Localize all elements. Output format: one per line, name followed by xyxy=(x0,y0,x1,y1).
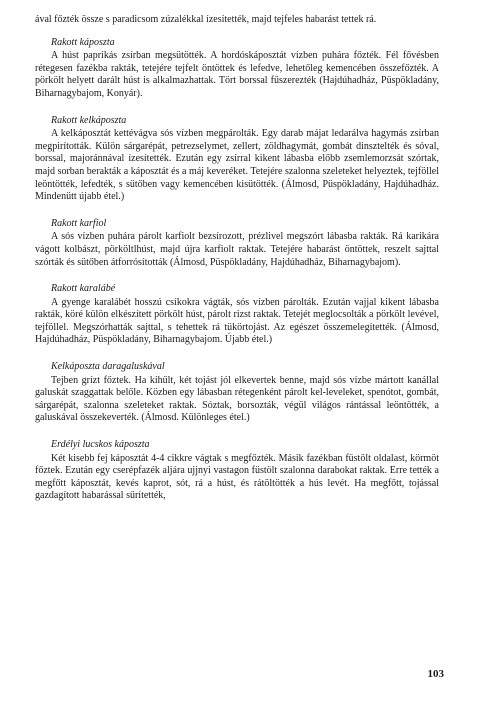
recipe-title-rakott-karalabe: Rakott karalábé xyxy=(51,283,116,295)
recipe-text-rakott-kaposzta: A húst paprikás zsírban megsütötték. A hordóskáposztát vízben puhára főzték. Fél fővésben rétegesen fazékba rakták, tetejére tejfelt öntöttek és lefedve, lehetőleg kemencében összefőzték. A pörkölt helyett darált húst is alkalmazhattak. Tört borssal fűszerezték (Hajdúhadház, Püspökladány, Biharnagybajom, Konyár). xyxy=(35,50,439,99)
recipe-title-kelkaposzta-daragaluskaval: Kelkáposzta daragaluskával xyxy=(51,361,165,373)
recipe-title-rakott-kaposzta: Rakott káposzta xyxy=(51,36,115,48)
page-content xyxy=(35,14,439,503)
recipe-text-rakott-karfiol: A sós vízben puhára párolt karfiolt bezsírozott, prézlivel megszórt lábasba rakták. Rá karikára vágott kolbászt, pörköltlhúst, majd újra karfiolt raktak. Tetejére habarást öntöttek, reszelt sajttal szórták és sütőben átforrósították (Álmosd, Püspökladány, Hajdúhadház, Biharnagybajom). xyxy=(35,231,439,268)
recipe-text-rakott-kelkaposzta: A kelkáposztát kettévágva sós vízben megpárolták. Egy darab májat ledarálva hagymás zsírban megpirították. Külön sárgarépát, petrezselymet, zellert, zöldhagymát, gombát dinsztelték és sóval, borssal, majoránnával ízesítették. Ezután egy zsírral kikent lábasba előbb zsemlemorzsát szórtak, majd sorban berakták a káposztát és a máj keveréket. Tetejére szalonna szeleteket helyeztek, tejföllel leöntötték, lefedték, s sütőben vagy kemencében kisütötték. (Álmosd, Püspökladány, Hajdúhadház. Mindenütt újabb étel.) xyxy=(35,128,439,203)
recipe-title-rakott-karfiol: Rakott karfiol xyxy=(51,217,107,229)
recipe-title-rakott-kelkaposzta: Rakott kelkáposzta xyxy=(51,114,127,126)
recipe-title-erdelyi-lucskos-kaposzta: Erdélyi lucskos káposzta xyxy=(51,439,150,451)
intro-paragraph: ával főzték össze s paradicsom zúzalékkal ízesítették, majd tejfeles habarást tettek rá. xyxy=(35,14,377,25)
page-number: 103 xyxy=(427,668,444,680)
recipe-text-rakott-karalabe: A gyenge karalábét hosszú csíkokra vágták, sós vízben párolták. Ezután vajjal kikent lábasba rakták, köré külön elkészített pörkölt húst, párolt rizst raktak. Tetejét meglocsolták a pörkölt levével, tejföllel. Megszórhatták sajttal, s tehettek rá tükörtojást. Az egészet összemelegítették. (Álmosd, Hajdúhadház, Püspökladány, Biharnagybajom. Újabb étel.) xyxy=(35,296,439,346)
recipe-text-kelkaposzta-daragaluskaval: Tejben grízt főztek. Ha kihűlt, két tojást jól elkevertek benne, majd sós vízbe mártott kanállal galuskát szaggattak belőle. Közben egy lábasban rétegenként párolt kel-leveleket, spenótot, gombát, sárgarépát, szalonna szeleteket raktak. Sóztak, borsozták, végül világos rántással leöntötték, a galuskával összekeverték. (Álmosd. Különleges étel.) xyxy=(35,374,439,424)
recipe-text-erdelyi-lucskos-kaposzta: Két kisebb fej káposztát 4-4 cikkre vágtak s megfőzték. Másik fazékban füstölt oldalast, körmöt főztek. Ezután egy cserépfazék aljára ujjnyi vastagon füstölt szalonna darabokat raktak. Erre tették a megfőtt káposztát, kevés kaprot, sót, rá a húst, és rátöltötték a hús levét. Ha megfőtt, tojással gazdagított habarással sűrítették, xyxy=(35,452,439,502)
